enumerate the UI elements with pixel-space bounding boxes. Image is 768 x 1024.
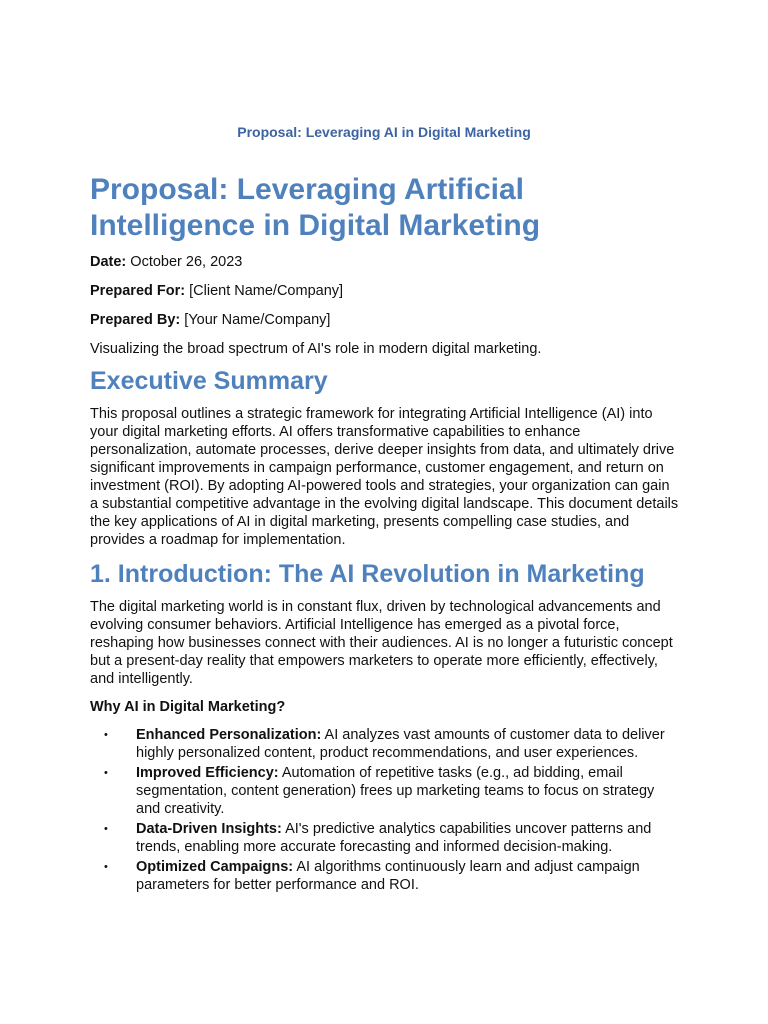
bullet-text: AI algorithms continuously learn and adjust campaign parameters for better performance and ROI. bbox=[136, 859, 640, 893]
document-title: Proposal: Leveraging Artificial Intelligence in Digital Marketing bbox=[90, 173, 541, 242]
meta-date-label: Date: bbox=[90, 254, 127, 270]
list-item bbox=[90, 764, 680, 818]
meta-prepared-by-value: [Your Name/Company] bbox=[180, 312, 331, 328]
image-caption: Visualizing the broad spectrum of AI's role in modern digital marketing. bbox=[90, 341, 542, 357]
meta-prepared-by-label: Prepared By: bbox=[90, 312, 181, 328]
introduction-text: The digital marketing world is in constant flux, driven by technological advancements and evolving consumer behaviors. Artificial Intelligence has emerged as a pivotal force, reshaping how businesses connect with their audiences. AI is no longer a futuristic concept but a present-day reality that empowers marketers to operate more efficiently, effectively, and intelligently. bbox=[90, 599, 673, 687]
meta-prepared-for-value: [Client Name/Company] bbox=[185, 283, 344, 299]
document-content bbox=[90, 172, 680, 896]
bullet-term: Enhanced Personalization: bbox=[136, 727, 322, 743]
bullet-icon: • bbox=[104, 861, 108, 873]
executive-summary-text: This proposal outlines a strategic framework for integrating Artificial Intelligence (AI) into your digital marketing efforts. AI offers transformative capabilities to enhance personalization, automate processes, derive deeper insights from data, and ultimately drive significant improvements in campaign performance, customer engagement, and return on investment (ROI). By adopting AI-powered tools and strategies, your organization can gain a substantial competitive advantage in the evolving digital landscape. This document details the key applications of AI in digital marketing, presents compelling case studies, and provides a roadmap for implementation. bbox=[90, 406, 679, 548]
bullet-text: Automation of repetitive tasks (e.g., ad bidding, email segmentation, content generation) frees up marketing teams to focus on strategy and creativity. bbox=[136, 765, 655, 817]
why-ai-bullet-list bbox=[90, 726, 680, 894]
meta-prepared-for bbox=[90, 282, 680, 300]
bullet-icon: • bbox=[104, 729, 108, 741]
bullet-icon: • bbox=[104, 823, 108, 835]
bullet-icon: • bbox=[104, 767, 108, 779]
list-item bbox=[90, 726, 680, 762]
executive-summary-heading: Executive Summary bbox=[90, 367, 328, 395]
meta-date-value: October 26, 2023 bbox=[126, 254, 243, 270]
bullet-term: Improved Efficiency: bbox=[136, 765, 279, 781]
bullet-text: AI's predictive analytics capabilities uncover patterns and trends, enabling more accurate forecasting and informed decision-making. bbox=[136, 821, 652, 855]
bullet-term: Data-Driven Insights: bbox=[136, 821, 282, 837]
bullet-text: AI analyzes vast amounts of customer data to deliver highly personalized content, product recommendations, and user experiences. bbox=[136, 727, 665, 761]
bullet-term: Optimized Campaigns: bbox=[136, 859, 294, 875]
list-item bbox=[90, 820, 680, 856]
meta-prepared-for-label: Prepared For: bbox=[90, 283, 186, 299]
introduction-heading: 1. Introduction: The AI Revolution in Marketing bbox=[90, 560, 645, 588]
why-ai-subheading: Why AI in Digital Marketing? bbox=[90, 699, 286, 715]
list-item bbox=[90, 858, 680, 894]
meta-prepared-by bbox=[90, 311, 680, 329]
meta-date bbox=[90, 253, 680, 271]
page-header-title: Proposal: Leveraging AI in Digital Marketing bbox=[237, 124, 531, 140]
